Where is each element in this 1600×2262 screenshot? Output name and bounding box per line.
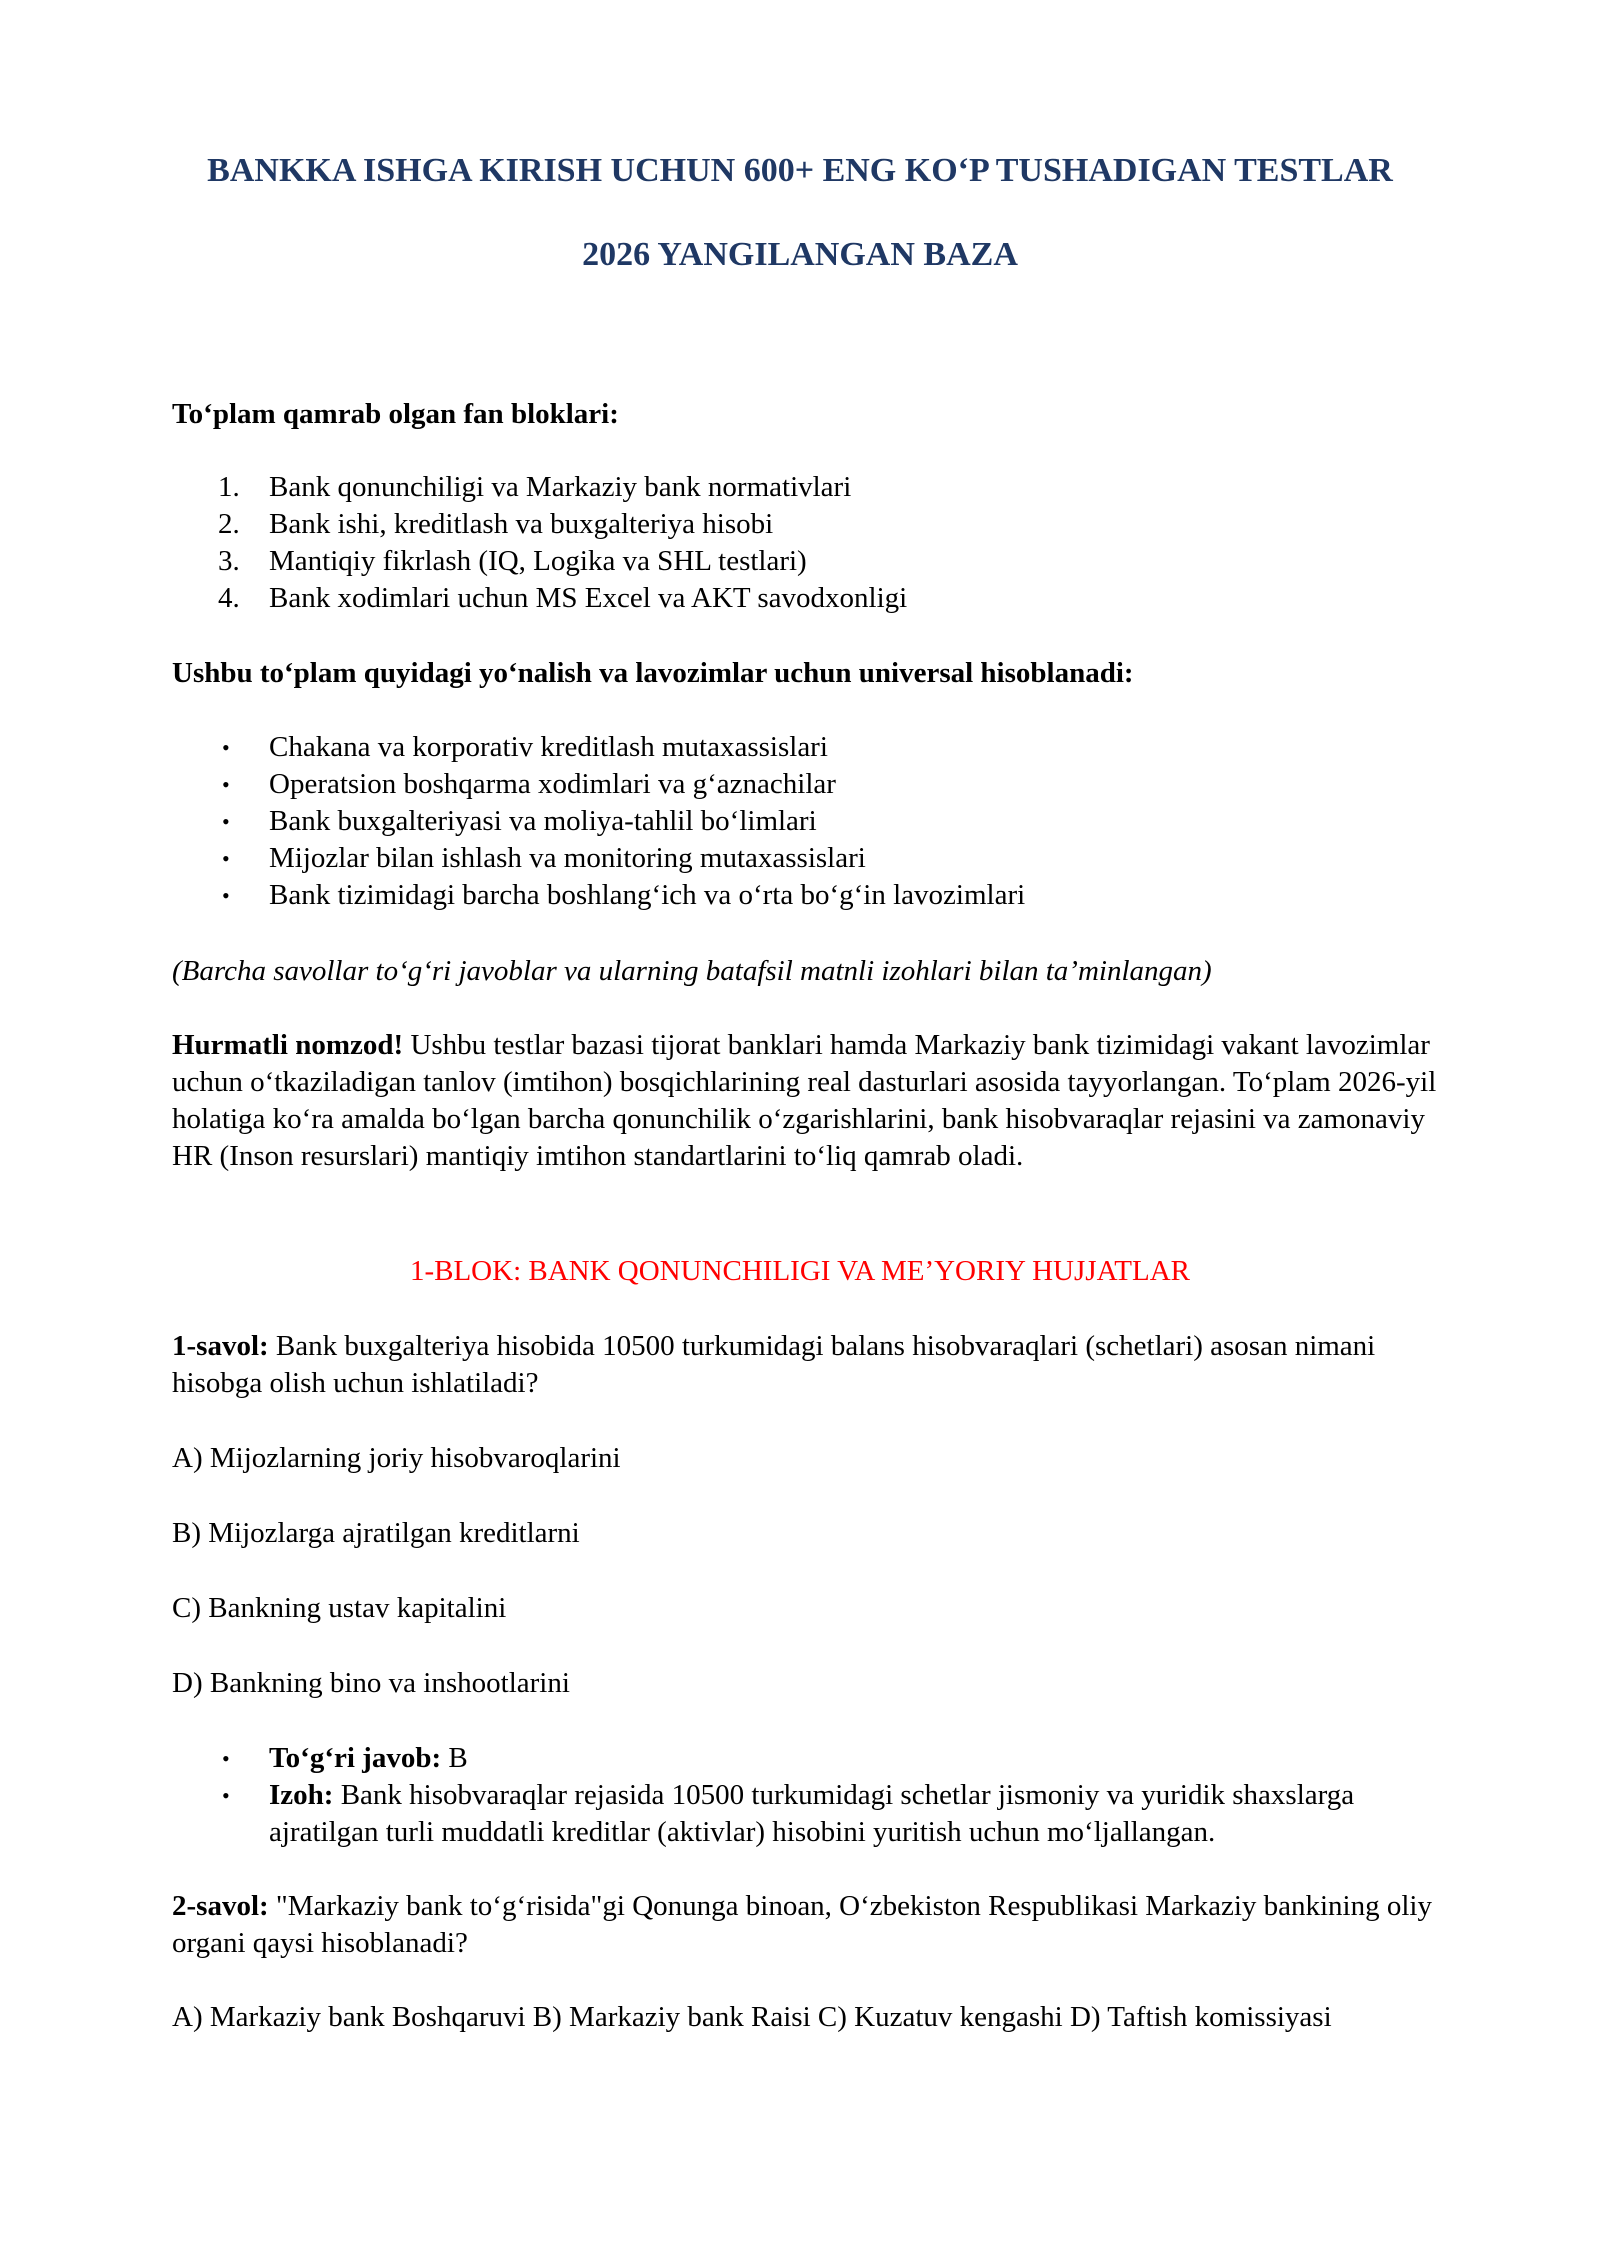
bullet-icon: • xyxy=(222,1783,230,1808)
bullet-icon: • xyxy=(222,809,230,834)
blocks-list xyxy=(172,469,1462,617)
bullet-icon: • xyxy=(222,772,230,797)
list-number: 4. xyxy=(218,582,240,614)
roles-list xyxy=(172,729,1462,914)
list-item-text: Bank xodimlari uchun MS Excel va AKT savodxonligi xyxy=(269,582,908,614)
bullet-icon: • xyxy=(222,1746,230,1771)
intro-body: Ushbu testlar bazasi tijorat banklari hamda Markaziy bank tizimidagi vakant lavozimlar uchun o‘tkaziladigan tanlov (imtihon) bosqichlarining real dasturlari asosida tayyorlangan. To‘plam 2026-yil holatiga ko‘ra amalda bo‘lgan barcha qonunchilik o‘zgarishlarini, bank hisobvaraqlar rejasini va zamonaviy HR (Inson resurslari) mantiqiy imtihon standartlarini to‘liq qamrab oladi. xyxy=(172,1029,1437,1172)
list-item-text: Bank tizimidagi barcha boshlang‘ich va o‘rta bo‘g‘in lavozimlari xyxy=(269,879,1026,911)
option-d: D) Bankning bino va inshootlarini xyxy=(172,1667,570,1699)
question-text: Bank buxgalteriya hisobida 10500 turkumidagi balans hisobvaraqlari (schetlari) asosan nimani hisobga olish uchun ishlatiladi? xyxy=(172,1330,1376,1399)
question-2 xyxy=(172,1888,1462,1962)
document-subtitle: 2026 YANGILANGAN BAZA xyxy=(582,236,1018,273)
answer-value: B xyxy=(441,1742,468,1774)
bullet-icon: • xyxy=(222,846,230,871)
list-item-text: Mijozlar bilan ishlash va monitoring mutaxassislari xyxy=(269,842,866,874)
list-item xyxy=(172,543,1462,580)
explanation-text: Bank hisobvaraqlar rejasida 10500 turkumidagi schetlar jismoniy va yuridik shaxslarga ajratilgan turli muddatli kreditlar (aktivlar) hisobini yuritish uchun mo‘ljallangan. xyxy=(269,1779,1355,1848)
question-label: 2-savol: xyxy=(172,1890,269,1922)
document-title: BANKKA ISHGA KIRISH UCHUN 600+ ENG KO‘P TUSHADIGAN TESTLAR xyxy=(207,152,1393,189)
answer-label: To‘g‘ri javob: xyxy=(269,1742,442,1774)
list-item xyxy=(172,766,1462,803)
question-label: 1-savol: xyxy=(172,1330,269,1362)
list-item xyxy=(172,803,1462,840)
coverage-note: (Barcha savollar to‘g‘ri javoblar va ularning batafsil matnli izohlari bilan ta’minlangan) xyxy=(172,955,1212,987)
list-item xyxy=(172,729,1462,766)
list-number: 1. xyxy=(218,471,240,503)
option-a: A) Mijozlarning joriy hisobvaroqlarini xyxy=(172,1442,621,1474)
list-item-text: Chakana va korporativ kreditlash mutaxassislari xyxy=(269,731,828,763)
list-item xyxy=(172,877,1462,914)
roles-heading: Ushbu to‘plam quyidagi yo‘nalish va lavozimlar uchun universal hisoblanadi: xyxy=(172,657,1134,689)
list-item-text: Operatsion boshqarma xodimlari va g‘aznachilar xyxy=(269,768,836,800)
blocks-heading: To‘plam qamrab olgan fan bloklari: xyxy=(172,398,619,430)
list-number: 3. xyxy=(218,545,240,577)
bullet-icon: • xyxy=(222,883,230,908)
correct-answer xyxy=(172,1740,1462,1777)
list-item-text: Bank buxgalteriyasi va moliya-tahlil bo‘limlari xyxy=(269,805,817,837)
option-b: B) Mijozlarga ajratilgan kreditlarni xyxy=(172,1517,580,1549)
explanation-label: Izoh: xyxy=(269,1779,334,1811)
option-c: C) Bankning ustav kapitalini xyxy=(172,1592,507,1624)
list-item xyxy=(172,840,1462,877)
list-item-text: Bank qonunchiligi va Markaziy bank normativlari xyxy=(269,471,852,503)
list-item xyxy=(172,469,1462,506)
section-title: 1-BLOK: BANK QONUNCHILIGI VA ME’YORIY HUJJATLAR xyxy=(409,1255,1191,1287)
question-2-options: A) Markaziy bank Boshqaruvi B) Markaziy bank Raisi C) Kuzatuv kengashi D) Taftish komissiyasi xyxy=(172,2001,1332,2033)
list-item xyxy=(172,580,1462,617)
list-number: 2. xyxy=(218,508,240,540)
list-item-text: Bank ishi, kreditlash va buxgalteriya hisobi xyxy=(269,508,774,540)
explanation xyxy=(172,1777,1462,1851)
bullet-icon: • xyxy=(222,735,230,760)
question-text: "Markaziy bank to‘g‘risida"gi Qonunga binoan, O‘zbekiston Respublikasi Markaziy bankining oliy organi qaysi hisoblanadi? xyxy=(172,1890,1432,1959)
intro-paragraph xyxy=(172,1027,1462,1175)
list-item xyxy=(172,506,1462,543)
answer-list xyxy=(172,1740,1462,1851)
list-item-text: Mantiqiy fikrlash (IQ, Logika va SHL testlari) xyxy=(269,545,807,577)
question-1 xyxy=(172,1328,1462,1402)
intro-lead: Hurmatli nomzod! xyxy=(172,1029,404,1061)
